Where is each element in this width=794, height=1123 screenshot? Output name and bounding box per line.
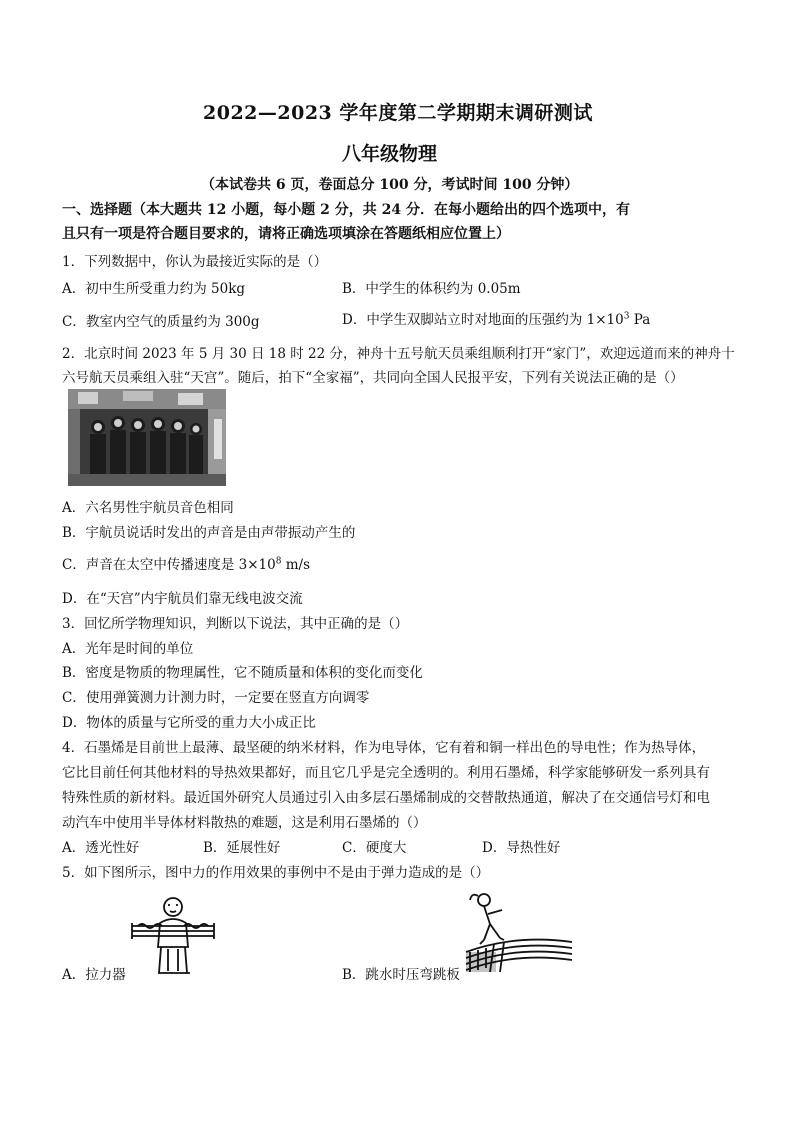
exam-subject: 八年级物理: [342, 143, 438, 165]
q1-option-c: C．教室内空气的质量约为 300g: [62, 314, 260, 330]
q4-text-line4: 动汽车中使用半导体材料散热的难题，这是利用石墨烯的（）: [62, 815, 427, 831]
q1-option-a: A．初中生所受重力约为 50kg: [62, 281, 246, 297]
exam-title: 2022—2023 学年度第二学期期末调研测试: [203, 102, 593, 124]
q5-option-a: A．拉力器: [62, 967, 126, 983]
q2-option-d: D．在“天宫”内宇航员们靠无线电波交流: [62, 591, 303, 607]
q4-option-a: A．透光性好: [62, 840, 140, 856]
q2-option-c: C．声音在太空中传播速度是 $3\times 10^8$ m/s: [62, 556, 311, 573]
q1-option-d: D．中学生双脚站立时对地面的压强约为 $1\times 10^3$ Pa: [342, 311, 651, 328]
exam-note: （本试卷共 6 页，卷面总分 100 分，考试时间 100 分钟）: [201, 177, 579, 193]
q5-stem: 5．如下图所示，图中力的作用效果的事例中不是由于弹力造成的是（）: [62, 865, 490, 881]
astronaut-group-photo: [68, 389, 226, 486]
q4-option-b: B．延展性好: [203, 840, 281, 856]
q2-stem-line1: 2．北京时间 2023 年 5 月 30 日 18 时 22 分，神舟十五号航天员乘组顺利打开“家门”，欢迎远道而来的神舟十: [62, 346, 735, 362]
q3-option-d: D．物体的质量与它所受的重力大小成正比: [62, 715, 316, 731]
q2-option-b: B．宇航员说话时发出的声音是由声带振动产生的: [62, 525, 356, 541]
q3-option-b: B．密度是物质的物理属性，它不随质量和体积的变化而变化: [62, 665, 423, 681]
q5-option-b: B．跳水时压弯跳板: [342, 967, 460, 983]
q2-stem-line2: 六号航天员乘组入驻“天宫”。随后，拍下“全家福”，共同向全国人民报平安，下列有关说法正确的是（）: [62, 370, 684, 386]
expander-figure: [128, 893, 218, 977]
section-heading-line1: 一、选择题（本大题共 12 小题，每小题 2 分，共 24 分．在每小题给出的四个选项中，有: [62, 202, 630, 218]
section-heading-line2: 且只有一项是符合题目要求的，请将正确选项填涂在答题纸相应位置上）: [62, 226, 510, 242]
q3-option-c: C．使用弹簧测力计测力时，一定要在竖直方向调零: [62, 690, 370, 706]
q4-text-line3: 特殊性质的新材料。最近国外研究人员通过引入由多层石墨烯制成的交替散热通道，解决了在交通信号灯和电: [62, 790, 710, 806]
q2-option-a: A．六名男性宇航员音色相同: [62, 500, 234, 516]
q3-option-a: A．光年是时间的单位: [62, 641, 194, 657]
q1-option-b: B．中学生的体积约为 0.05m: [342, 281, 521, 297]
q4-option-c: C．硬度大: [342, 840, 407, 856]
springboard-figure: [464, 890, 576, 976]
q3-stem: 3．回忆所学物理知识，判断以下说法，其中正确的是（）: [62, 616, 409, 632]
q4-text-line2: 它比目前任何其他材料的导热效果都好，而且它几乎是完全透明的。利用石墨烯，科学家能够研发一系列具有: [62, 765, 710, 781]
q4-option-d: D．导热性好: [482, 840, 561, 856]
astronaut-photo-drawing: [68, 389, 226, 486]
q4-text-line1: 4．石墨烯是目前世上最薄、最坚硬的纳米材料，作为电导体，它有着和铜一样出色的导电性；作为热导体，: [62, 740, 706, 756]
q1-stem: 1．下列数据中，你认为最接近实际的是（）: [62, 254, 328, 270]
